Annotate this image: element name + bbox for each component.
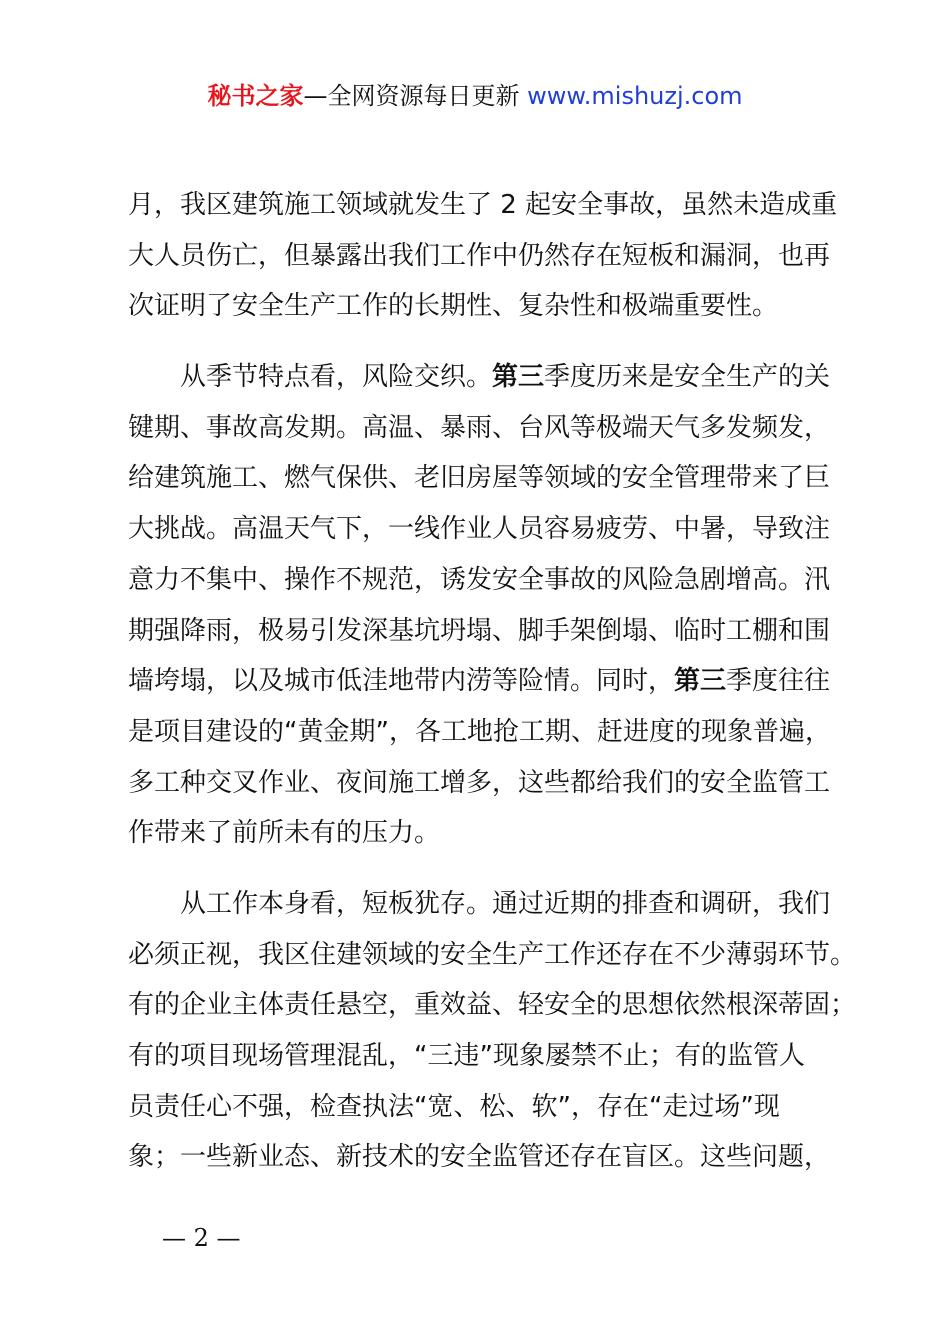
text-line: 有的项目现场管理混乱，“三违”现象屡禁不止；有的监管人 <box>128 1041 805 1071</box>
text-line: 从工作本身看，短板犹存。通过近期的排查和调研，我们 <box>180 888 831 919</box>
text-span: 从季节特点看，风险交织。 <box>180 362 493 393</box>
text-line: 员责任心不强，检查执法“宽、松、软”，存在“走过场”现 <box>128 1091 780 1122</box>
paragraph-accident-statement <box>128 183 840 335</box>
text-line: 键期、事故高发期。高温、暴雨、台风等极端天气多发频发， <box>128 412 831 443</box>
text-line <box>128 355 840 406</box>
text-line: 给建筑施工、燃气保供、老旧房屋等领域的安全管理带来了巨 <box>128 463 831 494</box>
bold-text: 第三 <box>492 362 545 393</box>
text-line: 必须正视，我区住建领域的安全生产工作还存在不少薄弱环节。 <box>128 939 857 970</box>
text-line: 多工种交叉作业、夜间施工增多，这些都给我们的安全监管工 <box>128 767 831 798</box>
paragraph-work-shortcomings <box>128 882 857 1186</box>
page-number: — 2 — <box>162 1224 241 1252</box>
text-line: 意力不集中、操作不规范，诱发安全事故的风险急剧增高。汛 <box>128 564 831 595</box>
bold-text: 第三 <box>674 666 727 697</box>
text-line: 大挑战。高温天气下，一线作业人员容易疲劳、中暑，导致注 <box>128 514 831 545</box>
text-line: 大人员伤亡，但暴露出我们工作中仍然存在短板和漏洞，也再 <box>128 240 831 271</box>
text-span: 墙垮塌，以及城市低洼地带内涝等险情。同时， <box>128 666 675 697</box>
text-line: 是项目建设的“黄金期”，各工地抢工期、赶进度的现象普遍， <box>128 716 831 747</box>
site-header <box>0 78 950 114</box>
text-line: 期强降雨，极易引发深基坑坍塌、脚手架倒塌、临时工棚和围 <box>128 615 831 646</box>
text-line: 月，我区建筑施工领域就发生了 2 起安全事故，虽然未造成重 <box>128 190 838 220</box>
paragraph-seasonal-risk <box>128 355 840 862</box>
text-line: 有的企业主体责任悬空，重效益、轻安全的思想依然根深蒂固； <box>128 990 857 1021</box>
text-span: 季度往往 <box>726 666 831 697</box>
text-line: 次证明了安全生产工作的长期性、复杂性和极端重要性。 <box>128 291 779 322</box>
document-body <box>128 183 857 1186</box>
text-span: 季度历来是安全生产的关 <box>544 362 831 393</box>
site-url-link[interactable]: www.mishuzj.com <box>527 82 743 110</box>
text-line: 作带来了前所未有的压力。 <box>128 818 441 849</box>
text-line: 象；一些新业态、新技术的安全监管还存在盲区。这些问题， <box>128 1142 831 1173</box>
site-slogan: —全网资源每日更新 <box>303 82 520 110</box>
site-brand: 秘书之家 <box>207 82 304 110</box>
text-line <box>128 659 840 710</box>
